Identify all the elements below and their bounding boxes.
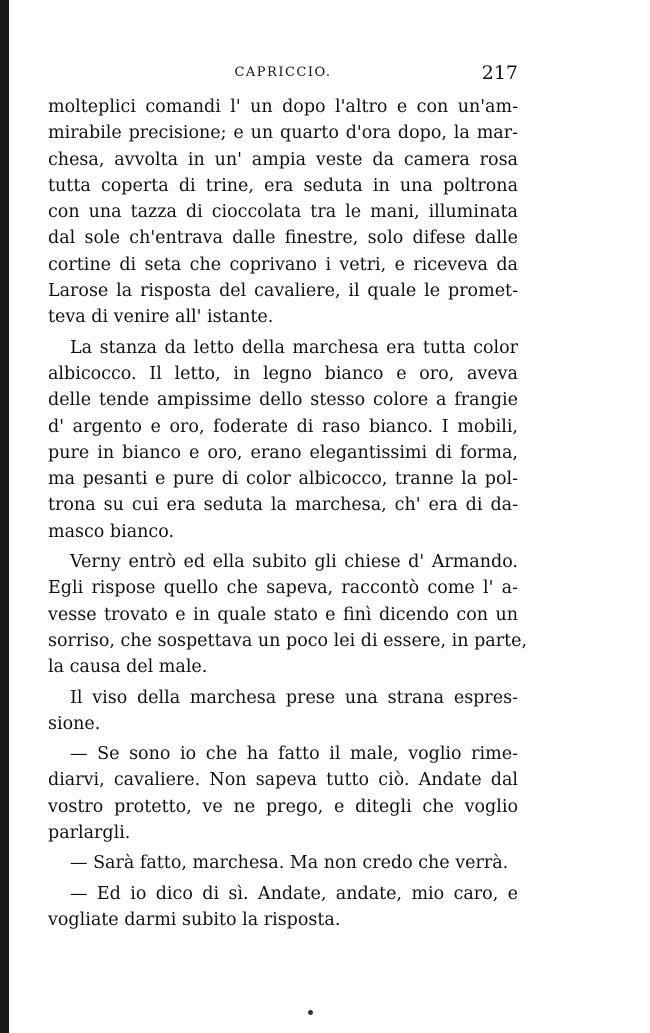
running-head <box>48 62 518 86</box>
text-line: d' argento e oro, foderate di raso bianco. I mobili, <box>48 416 518 437</box>
text-line: cortine di seta che coprivano i vetri, e riceveva da <box>48 254 518 275</box>
text-line: con una tazza di cioccolata tra le mani, illuminata <box>48 202 518 223</box>
text-line: dal sole ch'entrava dalle finestre, solo difese dalle <box>48 228 518 249</box>
paragraph <box>48 94 518 331</box>
text-line: vesse trovato e in quale stato e finì dicendo con un <box>48 604 518 625</box>
text-line: Il viso della marchesa prese una strana espres- <box>70 687 518 708</box>
dialogue-paragraph <box>48 850 518 876</box>
text-line: pure in bianco e oro, erano elegantissimi di forma, <box>48 442 518 463</box>
text-line: molteplici comandi l' un dopo l'altro e con un'am- <box>48 97 518 117</box>
text-line: parlargli. <box>48 823 131 844</box>
text-line: vostro protetto, ve ne prego, e ditegli che voglio <box>48 796 518 817</box>
running-title: CAPRICCIO. <box>234 65 332 80</box>
text-line: tutta coperta di trine, era seduta in una poltrona <box>48 175 518 196</box>
text-line: — Ed io dico di sì. Andate, andate, mio caro, e <box>70 883 518 904</box>
text-line: diarvi, cavaliere. Non sapeva tutto ciò. Andate dal <box>48 770 518 791</box>
text-line: masco bianco. <box>48 521 175 542</box>
text-line: Larose la risposta del cavaliere, il quale le promet- <box>48 281 518 302</box>
text-line: — Sarà fatto, marchesa. Ma non credo che verrà. <box>70 853 509 874</box>
text-line: la causa del male. <box>48 657 208 678</box>
text-line: Egli rispose quello che sapeva, raccontò come l' a- <box>48 578 518 599</box>
body-text <box>48 94 528 933</box>
text-line: chesa, avvolta in un' ampia veste da camera rosa <box>48 149 518 170</box>
text-line: sione. <box>48 713 101 734</box>
paragraph <box>48 335 518 545</box>
text-line: vogliate darmi subito la risposta. <box>48 909 341 930</box>
printer-mark-dot <box>308 1010 313 1015</box>
text-line: ma pesanti e pure di color albicocco, tranne la pol- <box>48 469 518 490</box>
text-line: Verny entrò ed ella subito gli chiese d' Armando. <box>70 552 518 573</box>
text-line: trona su cui era seduta la marchesa, ch' era di da- <box>48 495 518 516</box>
dialogue-paragraph <box>48 881 518 934</box>
page-number: 217 <box>481 62 518 84</box>
text-line: La stanza da letto della marchesa era tutta color <box>70 337 518 358</box>
text-line: teva di venire all' istante. <box>48 307 274 328</box>
dialogue-paragraph <box>48 741 518 846</box>
binding-edge <box>0 0 9 1033</box>
text-line: sorriso, che sospettava un poco lei di essere, in parte, <box>48 630 528 651</box>
text-line: albicocco. Il letto, in legno bianco e oro, aveva <box>48 363 518 384</box>
paragraph <box>48 685 518 738</box>
text-line: delle tende ampissime dello stesso colore a frangie <box>48 390 518 411</box>
text-line: mirabile precisione; e un quarto d'ora dopo, la mar- <box>48 123 518 144</box>
paragraph <box>48 549 528 680</box>
text-line: — Se sono io che ha fatto il male, voglio rime- <box>70 744 518 765</box>
